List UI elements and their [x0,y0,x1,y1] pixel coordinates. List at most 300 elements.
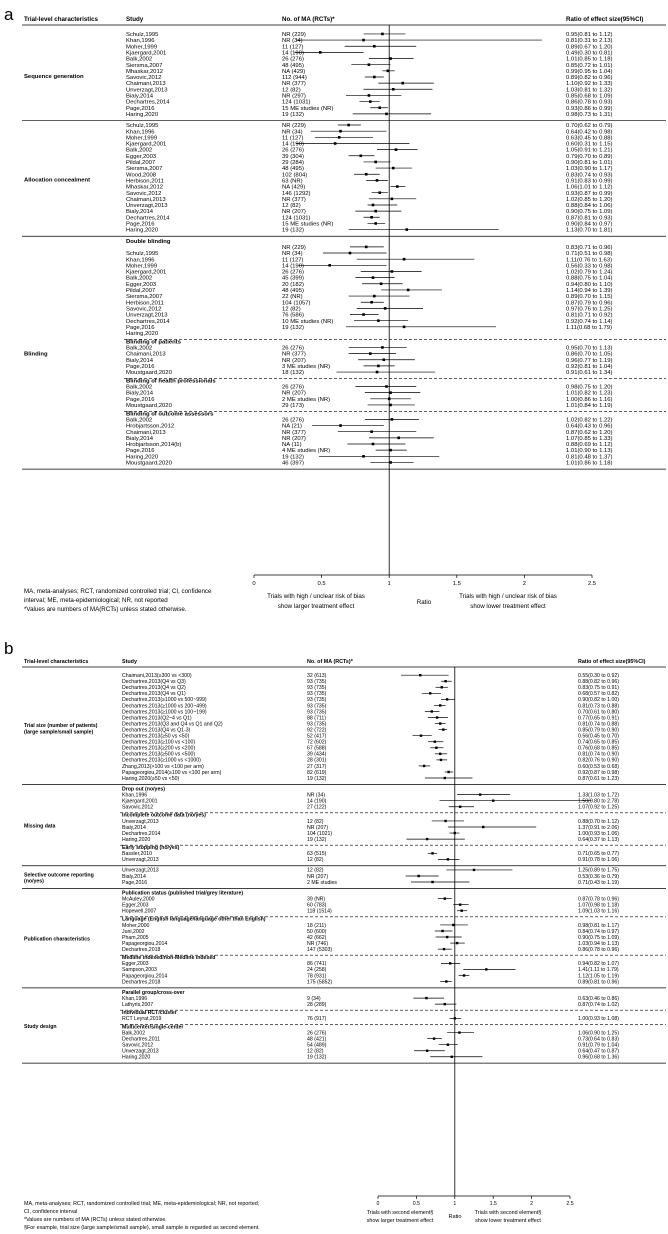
point-estimate-marker [451,1056,453,1058]
point-estimate-marker [378,191,381,194]
point-estimate-marker [334,142,337,145]
ma-count: 93 (735) [307,703,327,710]
study-label: Hrobjartsson,2014(b) [126,442,182,449]
ma-count: 175 (5852) [307,979,333,986]
effect-ci-value: 0.86(0.70 to 1.05) [566,351,613,358]
point-estimate-marker [426,838,428,840]
study-label: Wood,2008 [126,172,157,179]
effect-ci-value: 0.81(0.31 to 2.13) [566,38,613,45]
effect-ci-value: 0.85(0.68 to 1.09) [566,93,613,100]
panel-b-footnote-line4: §For example, trial size (large sample/small sample), small sample is regarded as second element. [24,1225,260,1231]
point-estimate-marker [431,852,433,854]
effect-ci-value: 0.88(0.82 to 0.96) [578,679,619,686]
effect-ci-value: 0.89(0.82 to 0.96) [566,75,613,82]
effect-ci-value: 1.01(0.84 to 1.19) [566,403,613,410]
point-estimate-marker [370,216,373,219]
study-label: Page,2016 [126,105,155,112]
study-label: RCT Leyrat,2019 [122,1016,162,1023]
ma-count: 26 (276) [282,345,304,352]
ma-count: 92 (722) [307,727,327,734]
subgroup-label: Language (English language/language other than English) [122,916,266,923]
study-label: Kjaergard,2001 [126,141,167,148]
ma-count: 45 (399) [282,275,304,282]
point-estimate-marker [435,747,437,749]
point-estimate-marker [459,903,461,905]
point-estimate-marker [459,806,461,808]
point-estimate-marker [443,948,445,950]
ma-count: 93 (735) [307,721,327,728]
effect-ci-value: 0.90(0.75 to 1.09) [578,934,619,941]
point-estimate-marker [439,722,441,724]
study-label: Siersma,2007 [126,62,163,69]
point-estimate-marker [377,319,380,322]
effect-ci-value: 1.03(0.94 to 1.13) [578,940,619,947]
ma-count: 63 (NR) [282,178,303,185]
study-label: Balk,2002 [126,275,153,282]
effect-ci-value: 0.71(0.65 to 0.77) [578,851,619,858]
point-estimate-marker [377,365,380,368]
group-label: Blinding [24,351,48,358]
ma-count: 48 (495) [282,288,304,294]
ma-count: 118 (1514) [307,908,332,915]
effect-ci-value: 0.89(0.67 to 1.20) [566,44,613,51]
ma-count: NR (34) [282,251,303,258]
study-label: Balk,2002 [126,384,153,391]
study-label: Dechartres,2013(≥50 vs <50) [122,733,190,740]
study-label: Dechartres,2013(≥1000 vs 100~199) [122,709,207,716]
effect-ci-value: 0.96(0.68 to 1.36) [578,1054,619,1061]
effect-ci-value: 0.94(0.82 to 1.07) [578,961,619,968]
ma-count: NR (746) [307,940,329,947]
point-estimate-marker [418,875,420,877]
point-estimate-marker [492,799,494,801]
study-label: Dechartres,2014 [126,215,170,222]
point-estimate-marker [439,753,441,755]
effect-ci-value: 0.60(0.31 to 1.15) [566,141,613,148]
study-label: Khan,1996 [126,129,155,136]
study-label: Unverzagt,2013 [122,818,159,825]
study-label: Bialy,2014 [126,390,154,397]
ma-count: NR (377) [282,351,306,358]
ma-count: 147 (5303) [307,946,333,953]
x-axis-tick-label: 0.5 [317,580,326,587]
panel-b-footnote-line2: CI, confidence interval [24,1209,78,1215]
ma-count: 78 (931) [307,973,327,980]
ma-count: 14 (190) [282,141,304,148]
effect-ci-value: 1.13(0.70 to 1.81) [566,227,613,234]
study-label: Bialy,2014 [126,93,154,100]
study-label: Herbison,2011 [126,178,164,185]
study-label: Zhang,2013(>100 vs <100 per arm) [122,763,204,770]
ma-count: 19 (132) [282,111,304,118]
ma-count: 27 (122) [307,804,327,811]
effect-ci-value: 0.95(0.81 to 1.12) [566,32,613,38]
point-estimate-marker [440,759,442,761]
panel-a-axis-title: Ratio [416,599,432,606]
point-estimate-marker [431,881,433,883]
effect-ci-value: 1.07(0.98 to 1.18) [578,902,619,909]
study-label: Dechartres,2018 [122,979,161,986]
subgroup-label: Double blinding [126,238,171,245]
point-estimate-marker [403,258,406,261]
point-estimate-marker [444,820,446,822]
study-label: Dechartres,2013(Q3 and Q4 vs Q1 and Q2) [122,721,223,728]
study-label: Haring,2020 [126,227,159,234]
panel-a-left-note-line2: show larger treatment effect [277,603,355,610]
point-estimate-marker [444,680,446,682]
effect-ci-value: 0.49(0.30 to 0.81) [566,50,613,57]
point-estimate-marker [479,793,481,795]
effect-ci-value: 0.93(0.87 to 0.99) [566,190,613,197]
study-label: Dechartres,2011 [122,1036,160,1043]
ma-count: 24 (258) [307,967,327,974]
study-label: Dechartres,2013(≥1000 vs <1000) [122,757,201,764]
point-estimate-marker [452,924,454,926]
x-axis-tick-label: 1 [453,1201,457,1208]
ma-count: 112 (944) [282,75,307,82]
point-estimate-marker [431,710,433,712]
ma-count: 28 (301) [307,757,327,764]
study-label: Egger,2003 [126,153,157,160]
point-estimate-marker [396,185,399,188]
ma-count: 19 (132) [307,1054,327,1061]
group-label: Missing data [24,823,56,830]
study-label: Dechartres,2013(Q4 vs Q2) [122,685,186,692]
panel-a-header-study: Study [126,16,144,23]
effect-ci-value: 0.88(0.70 to 1.12) [578,818,619,825]
subgroup-label: Publication status (published trial/grey literature) [122,890,244,897]
study-label: Balk,2002 [122,1030,146,1037]
study-label: Dechartres,2013(≥1000 vs 500~999) [122,697,207,704]
ma-count: NR (207) [282,357,306,364]
study-label: Chaimani,2013 [126,429,166,436]
point-estimate-marker [447,771,449,773]
point-estimate-marker [407,289,410,292]
ma-count: 50 (600) [307,928,327,935]
study-label: Khan,1996 [126,257,155,264]
study-label: Dechartres,2013(Q2~4 vs Q1) [122,715,192,722]
study-label: Mhaskar,2012 [126,184,164,191]
study-label: Savovic,2012 [126,306,162,313]
point-estimate-marker [362,313,365,316]
ma-count: NR (207) [282,209,306,216]
ma-count: 19 (132) [307,775,327,782]
study-label: Savovic,2012 [122,1042,154,1049]
study-label: Schulz,1995 [126,123,159,130]
effect-ci-value: 1.00(0.86 to 1.16) [566,396,613,403]
ma-count: NR (229) [282,244,306,251]
study-label: Unverzagt,2013 [126,203,168,210]
study-label: Papageorgiou,2014 [122,973,168,980]
ma-count: 48 (495) [282,62,304,69]
panel-b-right-note-line1: Trials with second element§ [474,1210,542,1216]
point-estimate-marker [381,346,384,349]
group-label: Study design [24,1024,57,1031]
panel-a-header-nma: No. of MA (RCTs)* [282,16,335,23]
subgroup-label: Incomplete outcome data (no/yes) [122,812,206,819]
group-label: (no/yes) [24,878,44,885]
ma-count: 29 (284) [282,160,304,166]
group-label: (large sample/small sample) [24,729,94,736]
point-estimate-marker [441,930,443,932]
ma-count: 12 (82) [282,203,301,210]
effect-ci-value: 1.02(0.79 to 1.24) [566,269,613,276]
group-label: Trial size (number of patients) [24,723,98,730]
effect-ci-value: 1.01(0.85 to 1.18) [566,56,613,63]
ma-count: 26 (276) [282,269,304,276]
point-estimate-marker [374,161,377,164]
study-label: Page,2016 [126,363,155,370]
study-label: Moher,1999 [126,135,158,142]
effect-ci-value: 0.71(0.51 to 0.98) [566,251,613,258]
study-label: Dechartres,2014 [126,99,170,106]
ma-count: 93 (735) [307,685,327,692]
panel-b-footnote-line1: MA, meta-analyses; RCT, randomized controlled trial; ME, meta-epidemiological; NR, not reported; [24,1201,260,1207]
ma-count: NR (229) [282,32,306,38]
effect-ci-value: 1.11(0.76 to 1.63) [566,257,613,264]
point-estimate-marker [389,449,392,452]
ma-count: 9 (34) [307,995,321,1002]
panel-a-footnote-line2: interval; ME, meta-epidemiological; NR, not reported [24,597,168,604]
point-estimate-marker [444,897,446,899]
effect-ci-value: 0.90(0.84 to 0.97) [566,221,613,228]
study-label: Moustgaard,2020 [126,403,172,410]
effect-ci-value: 0.82(0.76 to 0.90) [578,757,619,764]
study-label: Dechartres,2013(≥500 vs <500) [122,751,196,758]
ma-count: 124 (1031) [282,99,311,106]
ma-count: 12 (82) [307,1048,324,1055]
point-estimate-marker [447,858,449,860]
ma-count: 26 (276) [282,417,304,424]
effect-ci-value: 0.83(0.71 to 0.96) [566,244,613,251]
point-estimate-marker [362,455,365,458]
effect-ci-value: 0.97(0.76 to 1.25) [566,306,613,313]
point-estimate-marker [362,39,365,42]
point-estimate-marker [372,204,375,207]
panel-b-axis-title: Ratio [448,1214,462,1220]
ma-count: 10 ME studies (NR) [282,318,334,325]
effect-ci-value: 0.91(0.79 to 1.04) [578,1042,619,1049]
ma-count: 11 (127) [282,135,304,142]
ma-count: 12 (82) [307,867,324,874]
ma-count: 52 (417) [307,733,327,740]
subgroup-label: Medline indexed/non-Medline indexed [122,955,216,962]
point-estimate-marker [434,741,436,743]
point-estimate-marker [403,326,406,329]
effect-ci-value: 0.81(0.73 to 0.88) [578,703,619,710]
ma-count: NA (21) [282,423,302,430]
study-label: Dechartres,2018 [122,946,161,953]
study-label: Page,2016 [126,448,155,455]
point-estimate-marker [376,179,379,182]
point-estimate-marker [382,358,385,361]
ma-count: 76 (586) [282,312,304,319]
study-label: Khan,1996 [122,995,148,1002]
effect-ci-value: 0.77(0.65 to 0.91) [578,715,619,722]
study-label: Papageorgiou,2014(≥100 vs <100 per arm) [122,769,222,776]
study-label: Pildal,2007 [126,288,156,294]
effect-ci-value: 0.84(0.74 to 0.97) [578,928,619,935]
ma-count: 22 (NR) [282,294,303,301]
point-estimate-marker [365,173,368,176]
point-estimate-marker [319,51,322,54]
subgroup-label: Individual RCT/cluster [122,1010,177,1017]
point-estimate-marker [391,198,394,201]
point-estimate-marker [339,424,342,427]
point-estimate-marker [389,404,392,407]
effect-ci-value: 0.70(0.61 to 0.80) [578,709,619,716]
ma-count: NR (297) [282,93,306,100]
point-estimate-marker [372,276,375,279]
point-estimate-marker [461,910,463,912]
subgroup-label: Blinding of health professionals [126,378,216,385]
effect-ci-value: 0.87(0.62 to 1.20) [566,429,613,436]
effect-ci-value: 0.86(0.78 to 0.93) [566,99,613,106]
point-estimate-marker [380,282,383,285]
panel-a [4,5,666,613]
point-estimate-marker [360,154,363,157]
ma-count: 15 ME studies (NR) [282,221,334,228]
point-estimate-marker [405,228,408,231]
effect-ci-value: 0.83(0.75 to 0.91) [578,685,619,692]
effect-ci-value: 0.98(0.81 to 1.17) [578,922,619,929]
ma-count: NR (207) [282,435,306,442]
study-label: Herbison,2011 [126,300,164,307]
study-label: Siersma,2007 [126,166,163,173]
ma-count: 63 (515) [307,851,327,858]
effect-ci-value: 0.68(0.57 to 0.82) [578,691,619,698]
panel-a-footnote-line3: *Values are numbers of MA(RCTs) unless stated otherwise. [24,606,187,613]
effect-ci-value: 1.01(0.82 to 1.23) [566,390,613,397]
point-estimate-marker [473,869,475,871]
ma-count: 11 (127) [282,44,304,51]
effect-ci-value: 0.70(0.62 to 0.79) [566,123,613,130]
study-label: Balk,2002 [126,147,153,154]
ma-count: 46 (397) [282,460,304,467]
point-estimate-marker [436,716,438,718]
study-label: Unverzagt,2013 [126,87,168,94]
ma-count: NR (34) [282,129,303,136]
x-axis-tick-label: 1.5 [489,1201,497,1208]
x-axis-tick-label: 2 [522,580,527,587]
ma-count: 72 (602) [307,739,327,746]
study-label: Unverzagt,2013 [126,312,168,319]
point-estimate-marker [373,76,376,79]
group-label: Selective outcome reporting [24,872,94,879]
point-estimate-marker [397,437,400,440]
study-label: Hrobjartsson,2012 [126,423,175,430]
point-estimate-marker [392,167,395,170]
x-axis-tick-label: 2.5 [587,580,597,587]
study-label: Haring,2020 [126,331,159,338]
panel-b-header-ratio: Ratio of effect size(95%CI) [578,659,646,665]
study-label: Dechartres,2013(≥1000 vs 200~499) [122,703,207,710]
study-label: Hopewell,2007 [122,908,157,915]
ma-count: 26 (276) [307,1030,327,1037]
ma-count: NR (207) [307,824,329,831]
x-axis-tick-label: 0 [376,1201,380,1208]
study-label: Page,2016 [126,396,155,403]
study-label: Mhaskar,2012 [126,68,164,75]
effect-ci-value: 0.87(0.79 to 0.96) [566,300,613,307]
panel-a-label: a [4,5,14,24]
study-label: Lathyris,2007 [122,1001,154,1008]
study-label: Balk,2002 [126,345,153,352]
study-label: Pildal,2007 [126,160,156,166]
study-label: Unverzagt,2013 [122,867,159,874]
effect-ci-value: 0.99(0.95 to 1.04) [566,68,613,75]
study-label: Siersma,2007 [126,294,163,301]
effect-ci-value: 0.91(0.61 to 1.34) [566,370,613,377]
study-label: Moher,1999 [126,263,158,270]
study-label: Haring,2020 [122,1054,151,1061]
effect-ci-value: 0.91(0.78 to 1.06) [578,857,619,864]
panel-b-left-note-line2: show larger treatment effect [366,1218,434,1224]
study-label: Savovic,2012 [126,75,162,82]
effect-ci-value: 1.41(1.11 to 1.79) [578,967,619,974]
ma-count: 14 (190) [307,798,327,805]
ma-count: 76 (917) [307,1016,327,1023]
x-axis-tick-label: 0.5 [412,1201,421,1208]
ma-count: 4 ME studies (NR) [282,448,331,455]
effect-ci-value: 0.92(0.74 to 1.14) [566,318,613,325]
effect-ci-value: 0.88(0.84 to 1.06) [566,203,613,210]
study-label: Moustgaard,2020 [126,460,172,467]
ma-count: 15 ME studies (NR) [282,105,334,112]
effect-ci-value: 0.92(0.87 to 0.98) [578,769,619,776]
panel-a-rows [22,25,666,575]
subgroup-label: Early stopping (no/yes) [122,845,180,852]
ma-count: NR (207) [282,390,306,397]
point-estimate-marker [384,307,387,310]
point-estimate-marker [445,980,447,982]
point-estimate-marker [349,252,352,255]
ma-count: 2 ME studies [307,879,337,886]
point-estimate-marker [433,1037,435,1039]
ma-count: 12 (82) [282,87,301,94]
ma-count: 14 (190) [282,263,304,270]
effect-ci-value: 1.12(1.05 to 1.19) [578,973,619,980]
effect-ci-value: 1.11(0.68 to 1.79) [566,324,613,331]
group-label: Sequence generation [24,74,84,81]
point-estimate-marker [381,33,384,36]
study-label: Page,2016 [126,324,155,331]
subgroup-label: Blinding of patients [126,339,181,346]
effect-ci-value: 1.14(0.94 to 1.39) [566,288,613,294]
effect-ci-value: 1.03(0.90 to 1.17) [566,166,613,173]
effect-ci-value: 0.53(0.36 to 0.79) [578,873,619,880]
ma-count: 12 (82) [307,818,324,825]
study-label: Haring,2020(≥50 vs <50) [122,775,180,782]
effect-ci-value: 0.85(0.79 to 0.90) [578,727,619,734]
panel-a-footnote-line1: MA, meta-analyses; RCT, randomized controlled trial; CI, confidence [24,588,212,595]
study-label: Bialy,2014 [126,357,154,364]
point-estimate-marker [368,63,371,66]
point-estimate-marker [369,352,372,355]
point-estimate-marker [426,1050,428,1052]
ma-count: 104 (1021) [307,830,333,837]
study-label: Egger,2003 [122,902,149,909]
study-label: Kjaergard,2001 [126,269,167,276]
group-label: Allocation concealment [24,177,91,184]
ma-count: 12 (82) [307,857,324,864]
ma-count: NR (207) [307,873,329,880]
study-label: Chaimani,2013 [126,196,166,203]
point-estimate-marker [374,222,377,225]
effect-ci-value: 0.93(0.86 to 0.99) [566,105,613,112]
effect-ci-value: 0.81(0.74 to 0.90) [578,751,619,758]
effect-ci-value: 0.89(0.70 to 1.15) [566,294,613,301]
